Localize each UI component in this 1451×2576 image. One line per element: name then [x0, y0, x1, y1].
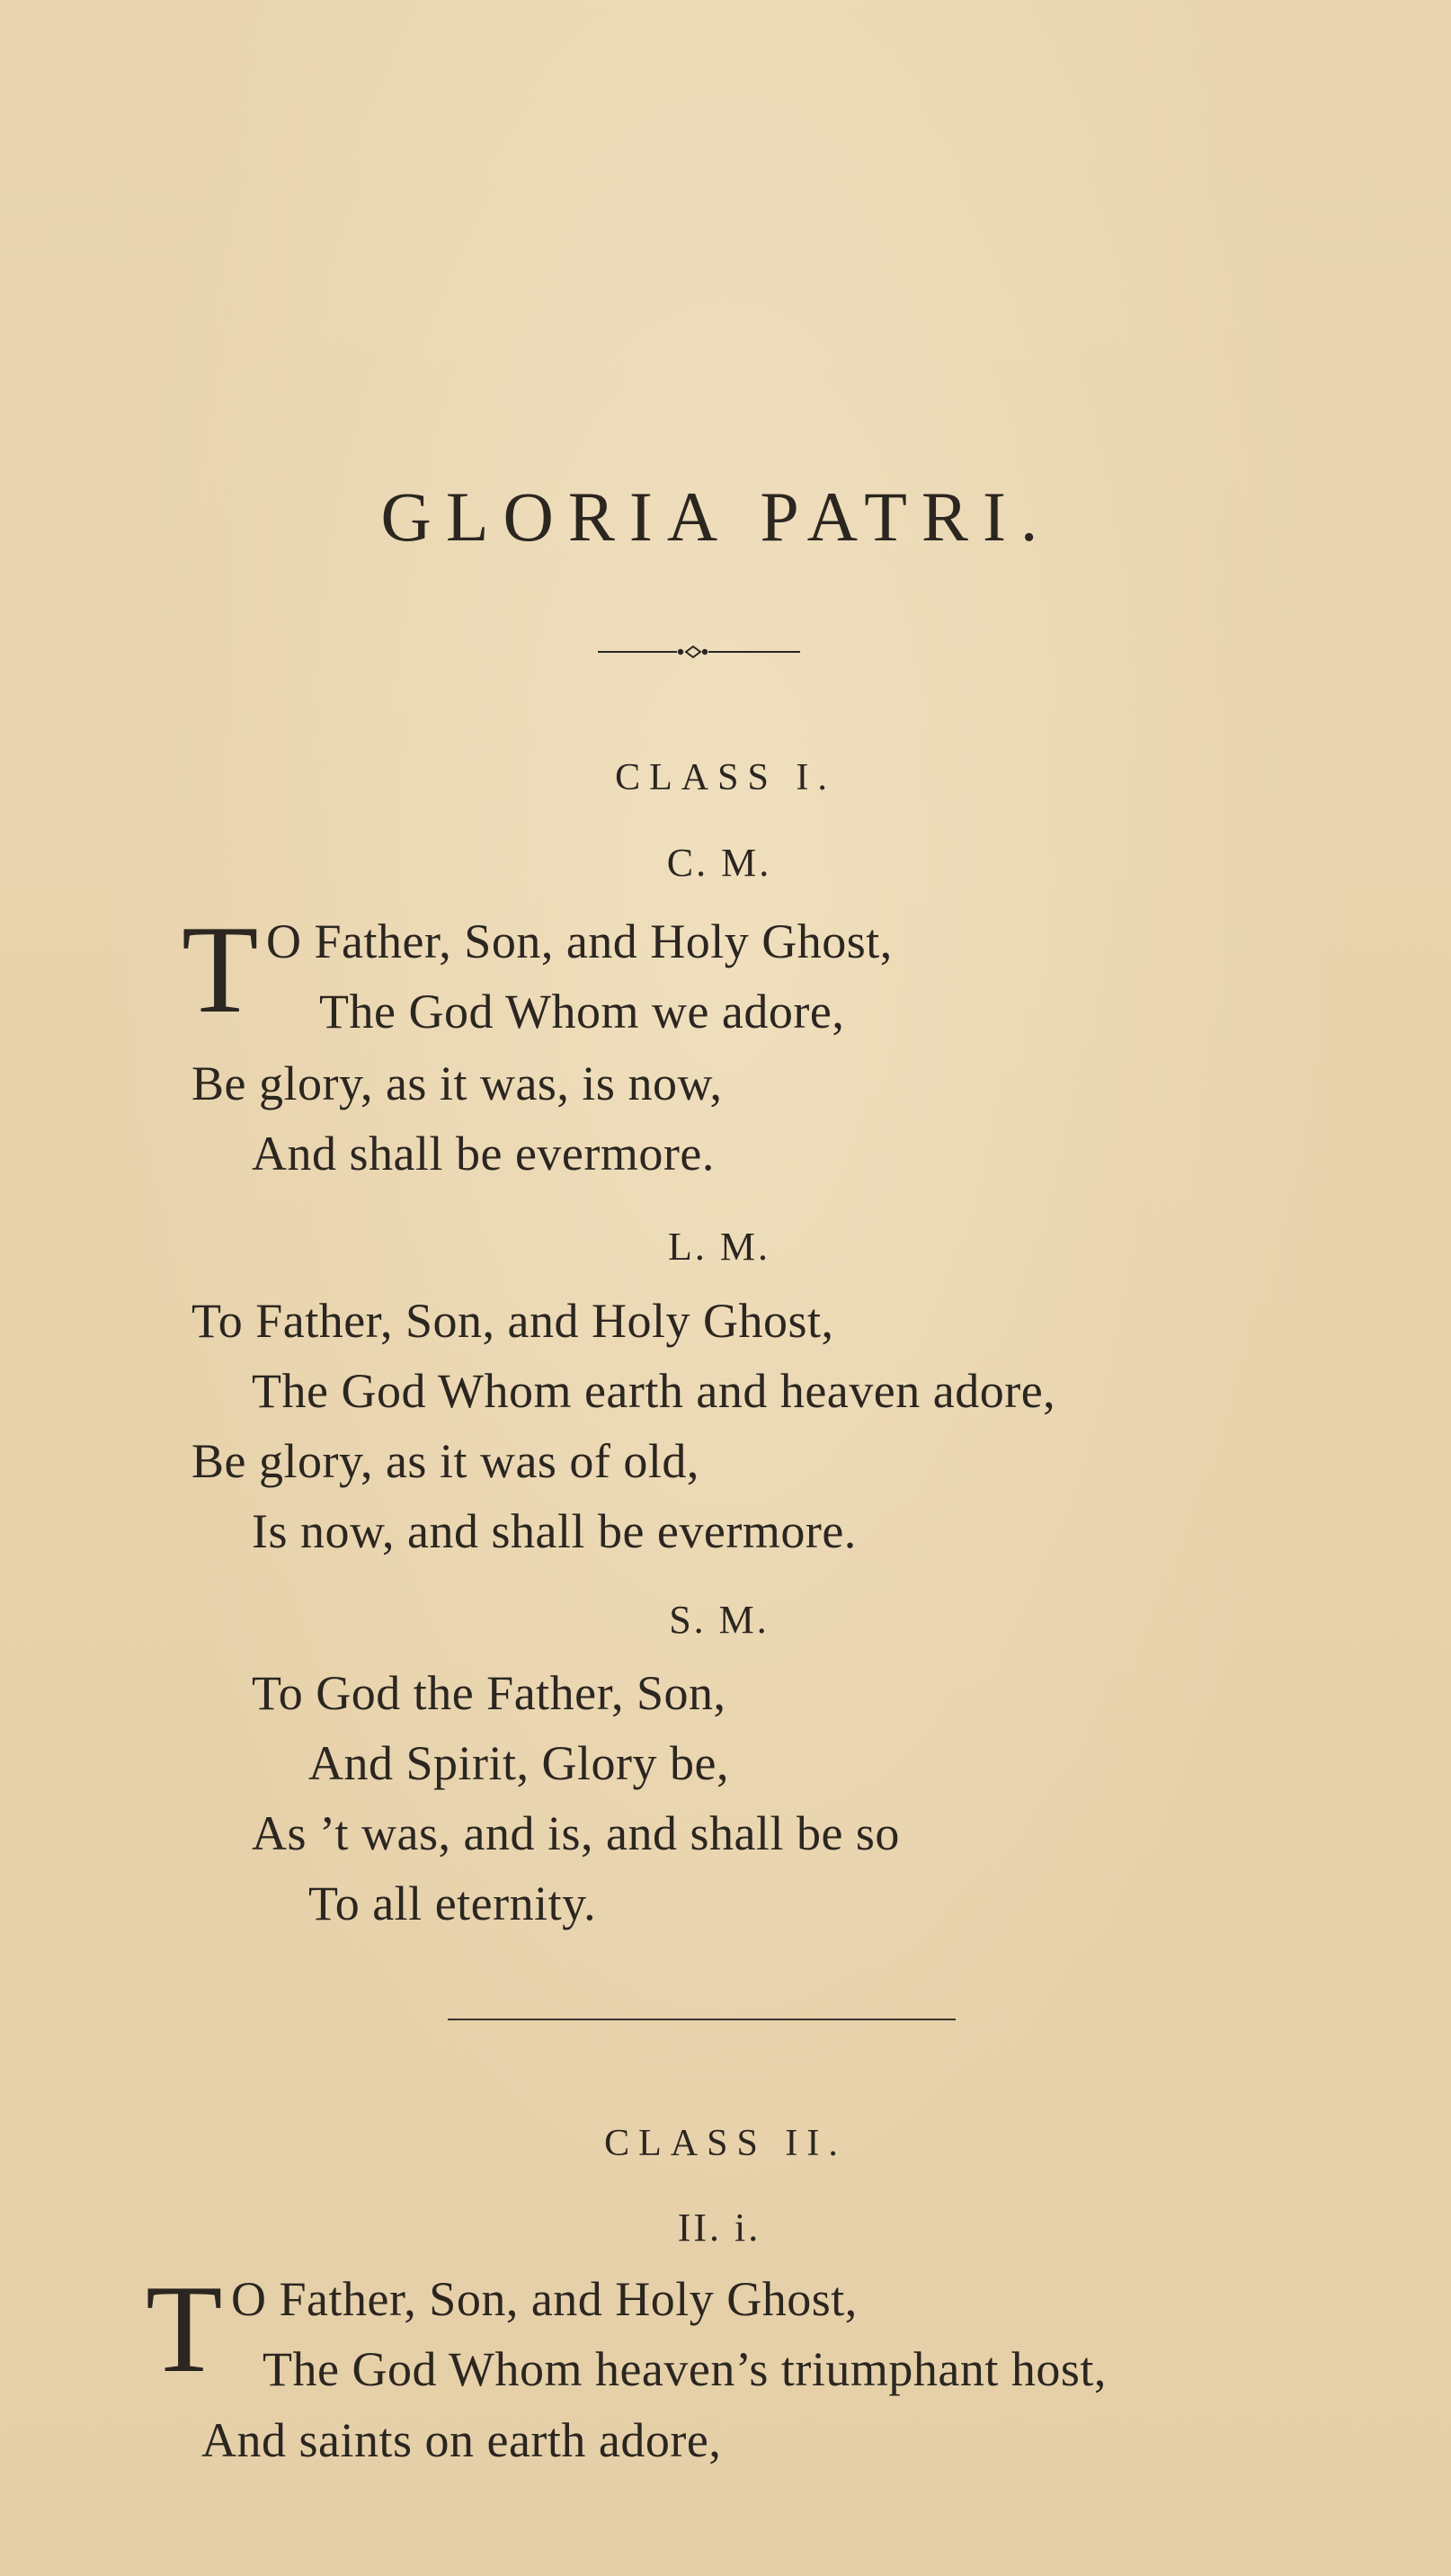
verse-line: And shall be evermore.: [252, 1127, 715, 1181]
verse-line: Is now, and shall be evermore.: [252, 1504, 857, 1558]
verse-line: To all eternity.: [308, 1876, 597, 1930]
verse-line: Be glory, as it was of old,: [191, 1434, 699, 1488]
verse-line: O Father, Son, and Holy Ghost,: [231, 2272, 858, 2326]
verse-line: O Father, Son, and Holy Ghost,: [266, 914, 893, 968]
verse-line: Be glory, as it was, is now,: [191, 1056, 723, 1110]
class-heading-1: CLASS I.: [615, 757, 836, 798]
verse-line: The God Whom earth and heaven adore,: [252, 1364, 1056, 1418]
page-title: GLORIA PATRI.: [380, 477, 1053, 556]
verse-line: To God the Father, Son,: [252, 1666, 726, 1720]
drop-cap-1: T: [182, 900, 259, 1039]
verse-line: As ’t was, and is, and shall be so: [252, 1806, 900, 1860]
class-heading-2: CLASS II.: [604, 2123, 847, 2164]
verse-line: The God Whom we adore,: [319, 985, 845, 1038]
meter-ii-i: II. i.: [677, 2206, 761, 2250]
verse-line: The God Whom heaven’s triumphant host,: [263, 2342, 1107, 2396]
meter-lm: L. M.: [668, 1225, 770, 1269]
drop-cap-2: T: [146, 2260, 223, 2399]
verse-line: And Spirit, Glory be,: [308, 1736, 729, 1790]
verse-line: And saints on earth adore,: [201, 2413, 722, 2467]
section-divider: [448, 2019, 956, 2020]
divider-ornament: [598, 646, 800, 658]
meter-cm: C. M.: [666, 841, 772, 885]
verse-line: To Father, Son, and Holy Ghost,: [191, 1294, 834, 1348]
meter-sm: S. M.: [669, 1598, 770, 1642]
